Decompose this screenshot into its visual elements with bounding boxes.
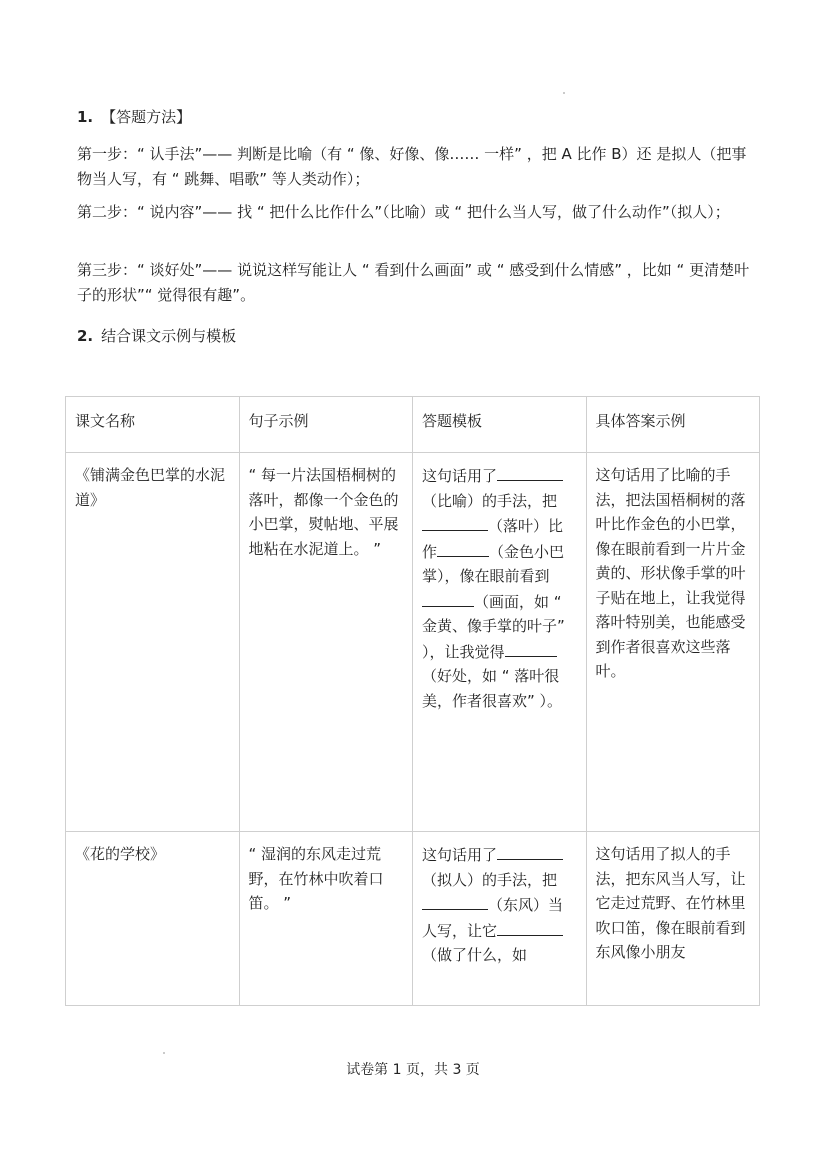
answer-blank [497, 918, 563, 936]
step-1: 第一步：“ 认手法”—— 判断是比喻（有 “ 像、好像、像…… 一样” ，把 A 比作 B）还 是拟人（把事物当人写，有 “ 跳舞、唱歌” 等人类动作）； [77, 145, 747, 188]
lesson-table [65, 396, 760, 1006]
section-2-title: 结合课文示例与模板 [101, 327, 237, 345]
section-2-number: 2. [77, 327, 94, 345]
header-answer: 具体答案示例 [586, 397, 760, 453]
answer-blank [437, 539, 489, 557]
cell-answer: 这句话用了比喻的手法，把法国梧桐树的落叶比作金色的小巴掌，像在眼前看到一片片金黄的、形状像手掌的叶子贴在地上，让我觉得落叶特别美，也能感受到作者很喜欢这些落叶。 [586, 453, 760, 832]
scan-dot [563, 92, 565, 94]
table-row [66, 453, 760, 832]
table-row [66, 832, 760, 1006]
section-1-title: 【答题方法】 [101, 108, 192, 126]
section-2-heading [77, 325, 236, 346]
page-footer: 试卷第 1 页，共 3 页 [346, 1062, 480, 1078]
template-text: （做了什么，如 [422, 946, 528, 964]
template-text: （金色小巴掌），像在眼前看到 [422, 542, 565, 585]
template-text: 这句话用了 [422, 846, 498, 864]
step-3: 第三步：“ 谈好处”—— 说说这样写能让人 “ 看到什么画面” 或 “ 感受到什么情感” ，比如 “ 更清楚叶子的形状”“ 觉得很有趣”。 [77, 261, 750, 304]
cell-template [413, 832, 587, 1006]
table-header-row [66, 397, 760, 453]
template-text: （拟人）的手法，把 [422, 870, 558, 889]
template-text: （东风）当人写，让它 [422, 896, 564, 940]
section-1-heading [77, 106, 191, 127]
template-text: （画面，如 “ 金黄、像手掌的叶子” ），让我觉得 [422, 592, 565, 661]
answer-blank [422, 513, 488, 531]
template-text: （好处，如 “ 落叶很美，作者很喜欢” ）。 [422, 667, 563, 710]
header-template: 答题模板 [413, 397, 587, 453]
cell-lesson: 《铺满金色巴掌的水泥道》 [66, 453, 240, 832]
answer-blank [505, 639, 557, 657]
cell-sentence: “ 湿润的东风走过荒野，在竹林中吹着口笛。 ” [239, 832, 413, 1006]
cell-template [413, 453, 587, 832]
template-text: （比喻）的手法，把 [422, 491, 558, 510]
step-2: 第二步：“ 说内容”—— 找 “ 把什么比作什么”（比喻）或 “ 把什么当人写，做了什么动作”（拟人）； [77, 203, 730, 221]
answer-blank [497, 842, 563, 860]
template-text: 这句话用了 [422, 467, 498, 485]
answer-blank [422, 892, 488, 910]
cell-lesson: 《花的学校》 [66, 832, 240, 1006]
cell-sentence: “ 每一片法国梧桐树的落叶，都像一个金色的小巴掌，熨帖地、平展地粘在水泥道上。 ” [239, 453, 413, 832]
cell-answer: 这句话用了拟人的手法，把东风当人写，让它走过荒野、在竹林里吹口笛，像在眼前看到东风像小朋友 [586, 832, 760, 1006]
section-1-number: 1. [77, 108, 94, 126]
template-text: （落叶）比作 [422, 517, 564, 561]
answer-blank [497, 463, 563, 481]
header-sentence: 句子示例 [239, 397, 413, 453]
header-lesson: 课文名称 [66, 397, 240, 453]
scan-dot [163, 1052, 165, 1054]
answer-blank [422, 589, 474, 607]
